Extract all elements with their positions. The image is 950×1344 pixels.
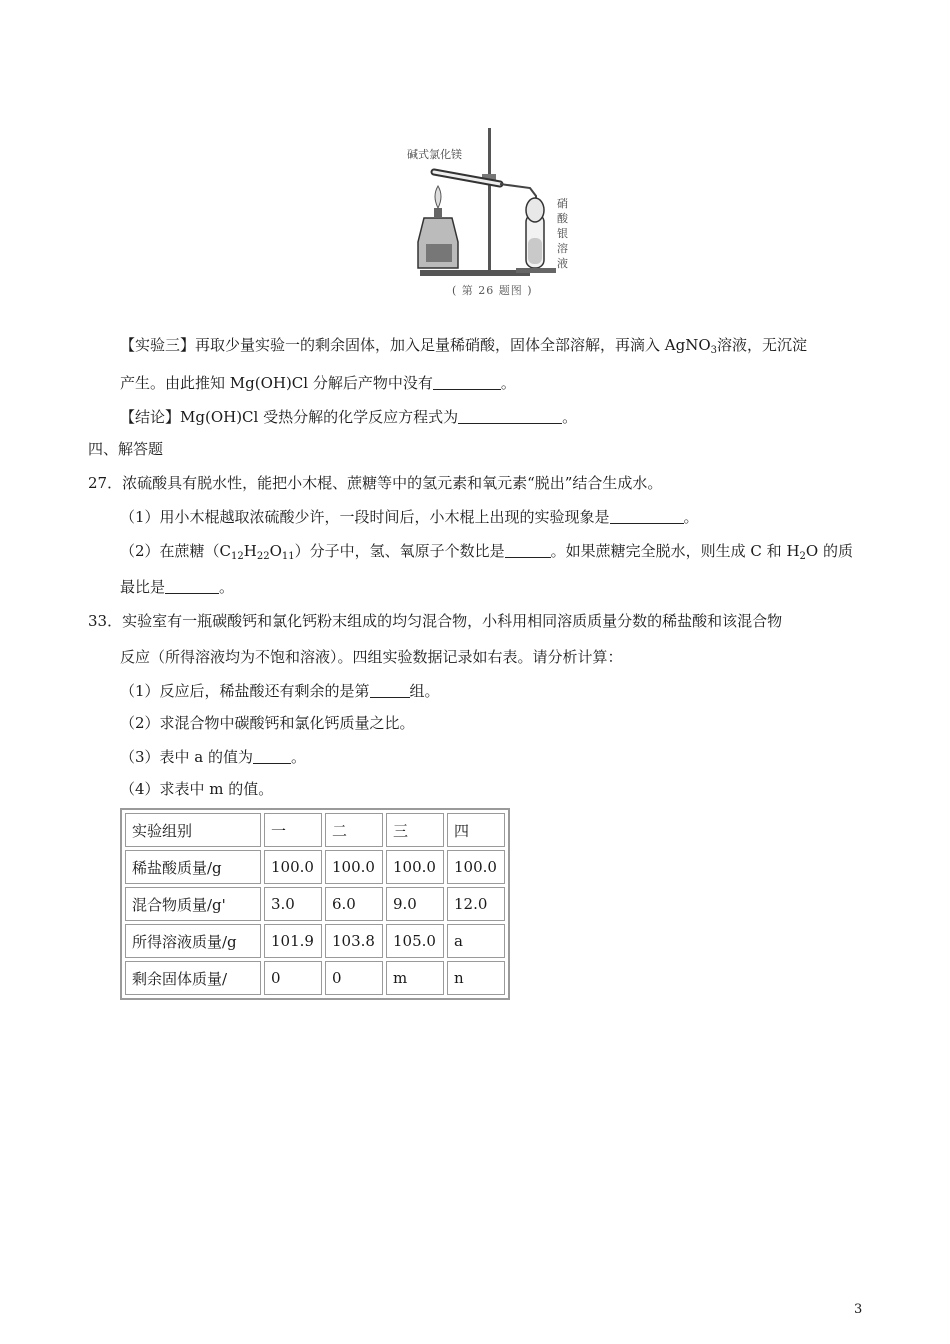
table-cell: a bbox=[447, 924, 505, 958]
table-cell: 3.0 bbox=[264, 887, 322, 921]
table-cell: 105.0 bbox=[386, 924, 444, 958]
answer-blank[interactable] bbox=[505, 543, 551, 558]
table-cell: 四 bbox=[447, 813, 505, 847]
q27-part1: （1）用小木棍越取浓硫酸少许，一段时间后，小木棍上出现的实验现象是 。 bbox=[120, 508, 699, 526]
q33-part1: （1）反应后，稀盐酸还有剩余的是第 组。 bbox=[120, 682, 440, 700]
q33-part4: （4）求表中 m 的值。 bbox=[120, 780, 274, 798]
conclusion-tag: 【结论】 bbox=[120, 408, 181, 426]
table-row bbox=[125, 887, 505, 921]
table-cell: 混合物质量/g' bbox=[125, 887, 261, 921]
answer-blank[interactable] bbox=[370, 683, 410, 698]
table-cell: 103.8 bbox=[325, 924, 383, 958]
exp3-line1: 【实验三】再取少量实验一的剩余固体，加入足量稀硝酸，固体全部溶解，再滴入 AgNO$_3$溶液，无沉淀 bbox=[120, 336, 808, 356]
figure-caption: ( 第 26 题图 ) bbox=[452, 284, 533, 297]
data-table bbox=[120, 808, 510, 1000]
table-cell: 所得溶液质量/g bbox=[125, 924, 261, 958]
table-cell: 12.0 bbox=[447, 887, 505, 921]
table-cell: 二 bbox=[325, 813, 383, 847]
answer-blank[interactable] bbox=[458, 409, 562, 424]
exp3-tag: 【实验三】 bbox=[120, 336, 196, 354]
figure-label-side: 硝酸银溶液 bbox=[557, 197, 568, 270]
table-cell: 0 bbox=[325, 961, 383, 995]
page-number: 3 bbox=[854, 1302, 863, 1317]
q33-line2: 反应（所得溶液均为不饱和溶液）。四组实验数据记录如右表。请分析计算： bbox=[120, 648, 623, 666]
q33-line1: 33．实验室有一瓶碳酸钙和氯化钙粉末组成的均匀混合物，小科用相同溶质质量分数的稀盐酸和该混合物 bbox=[88, 612, 783, 630]
table-row bbox=[125, 813, 505, 847]
table-cell: 实验组别 bbox=[125, 813, 261, 847]
answer-blank[interactable] bbox=[610, 509, 684, 524]
table-cell: 100.0 bbox=[264, 850, 322, 884]
q27-line1: 27．浓硫酸具有脱水性，能把小木棍、蔗糖等中的氢元素和氧元素“脱出”结合生成水。 bbox=[88, 474, 663, 492]
table-cell: 一 bbox=[264, 813, 322, 847]
table-row bbox=[125, 924, 505, 958]
table-cell: n bbox=[447, 961, 505, 995]
figure-label-top: 碱式氯化镁 bbox=[407, 148, 462, 161]
table-cell: 稀盐酸质量/g bbox=[125, 850, 261, 884]
table-cell: 三 bbox=[386, 813, 444, 847]
q27-part2-line2: 最比是 。 bbox=[120, 578, 235, 596]
table-cell: 100.0 bbox=[325, 850, 383, 884]
table-cell: 101.9 bbox=[264, 924, 322, 958]
conclusion-line: 【结论】Mg(OH)Cl 受热分解的化学反应方程式为 。 bbox=[120, 408, 578, 426]
table-cell: 6.0 bbox=[325, 887, 383, 921]
section-heading: 四、解答题 bbox=[88, 440, 164, 458]
table-cell: 剩余固体质量/ bbox=[125, 961, 261, 995]
answer-blank[interactable] bbox=[165, 579, 219, 594]
answer-blank[interactable] bbox=[433, 375, 501, 390]
exp3-line2: 产生。由此推知 Mg(OH)Cl 分解后产物中没有 。 bbox=[120, 374, 516, 392]
q33-part3: （3）表中 a 的值为 。 bbox=[120, 748, 307, 766]
table-cell: 100.0 bbox=[447, 850, 505, 884]
table-cell: 0 bbox=[264, 961, 322, 995]
q27-part2: （2）在蔗糖$(C_{12}H_{22}O_{11})$分子中，氢、氧原子个数比是 。如果蔗糖完全脱水，则生成 C 和 $H_2O$ 的质 bbox=[120, 542, 853, 562]
table-row bbox=[125, 850, 505, 884]
table-cell: m bbox=[386, 961, 444, 995]
table-cell: 100.0 bbox=[386, 850, 444, 884]
table-row bbox=[125, 961, 505, 995]
q33-part2: （2）求混合物中碳酸钙和氯化钙质量之比。 bbox=[120, 714, 415, 732]
table-cell: 9.0 bbox=[386, 887, 444, 921]
answer-blank[interactable] bbox=[253, 749, 291, 764]
